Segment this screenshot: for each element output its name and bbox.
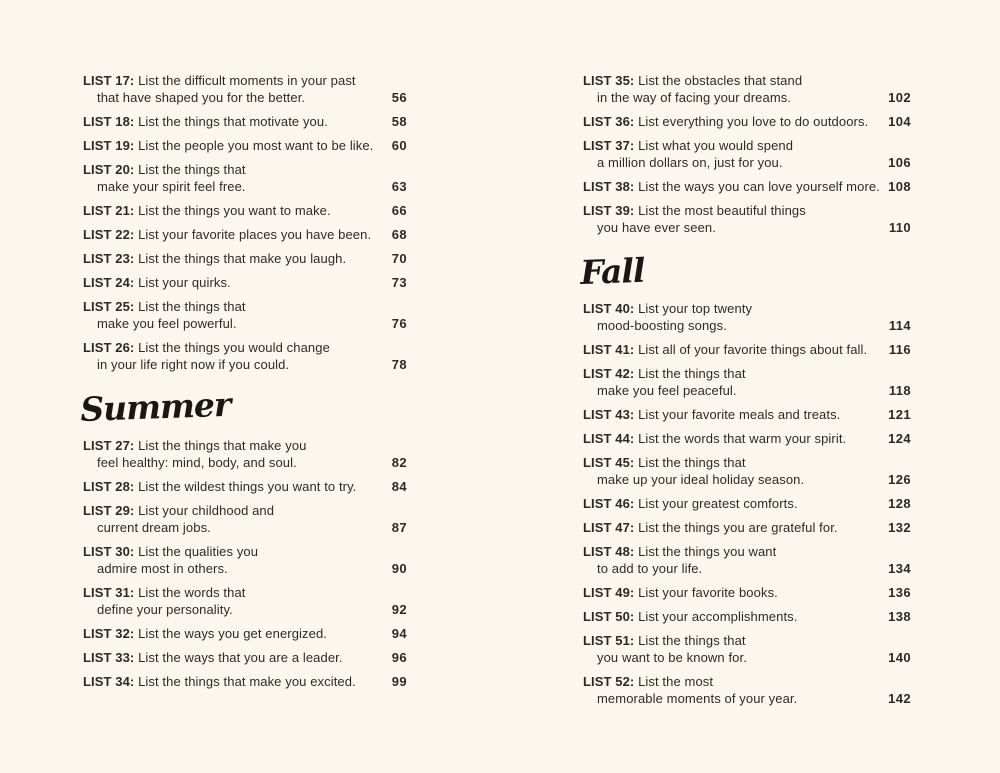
entry-title-text: List your favorite places you have been. (138, 227, 372, 242)
entry-line: define your personality. (97, 602, 233, 617)
entry-line (83, 584, 384, 601)
entry-title-text: List your childhood and (138, 503, 275, 518)
list-number-label: LIST 40: (583, 301, 635, 316)
toc-entry (583, 495, 911, 512)
entry-text (583, 430, 880, 447)
entry-line: admire most in others. (97, 561, 228, 576)
entry-line (583, 673, 880, 690)
toc-entry (583, 365, 911, 399)
list-number-label: LIST 50: (583, 609, 635, 624)
entry-line (83, 673, 384, 690)
toc-entry (583, 113, 911, 130)
entry-title-text: List the most beautiful things (638, 203, 806, 218)
page-number: 78 (391, 357, 407, 372)
entry-title-text: List the things that (138, 162, 246, 177)
entry-text (583, 113, 880, 130)
entry-text (83, 502, 384, 536)
entry-title-text: List the ways you can love yourself more. (638, 179, 880, 194)
entry-line (83, 72, 384, 89)
entry-title-text: List the things that make you excited. (138, 674, 356, 689)
list-number-label: LIST 46: (583, 496, 635, 511)
entry-title-text: List the ways that you are a leader. (138, 650, 343, 665)
toc-entry (583, 673, 911, 707)
entry-line (583, 584, 880, 601)
entry-line: you have ever seen. (597, 220, 716, 235)
list-number-label: LIST 35: (583, 73, 635, 88)
page-number: 132 (888, 520, 911, 535)
toc-entry (83, 250, 407, 267)
page-number: 76 (391, 316, 407, 331)
page-number: 63 (391, 179, 407, 194)
entry-text (83, 437, 384, 471)
page-number: 110 (888, 220, 911, 235)
entry-line (83, 649, 384, 666)
entry-title-text: List the things that (638, 455, 746, 470)
entry-text (583, 673, 880, 707)
toc-entry (83, 137, 407, 154)
page-number: 140 (888, 650, 911, 665)
entry-line: in the way of facing your dreams. (597, 90, 792, 105)
page-number: 134 (888, 561, 911, 576)
list-number-label: LIST 20: (83, 162, 135, 177)
list-number-label: LIST 23: (83, 251, 135, 266)
entry-line (583, 543, 880, 560)
entry-title-text: List your quirks. (138, 275, 231, 290)
list-number-label: LIST 18: (83, 114, 135, 129)
entry-text (583, 365, 881, 399)
entry-title-text: List your favorite books. (638, 585, 778, 600)
entry-text (83, 202, 384, 219)
page-number: 142 (888, 691, 911, 706)
list-number-label: LIST 34: (83, 674, 135, 689)
toc-entry (83, 202, 407, 219)
entry-line: make you feel peaceful. (597, 383, 737, 398)
toc-entry (83, 113, 407, 130)
page-number: 108 (888, 179, 911, 194)
page-number: 106 (888, 155, 911, 170)
page-number: 58 (391, 114, 407, 129)
entry-title-text: List your top twenty (638, 301, 753, 316)
toc-entry (83, 298, 407, 332)
entry-line (83, 250, 384, 267)
entry-text (583, 584, 880, 601)
entry-text (83, 298, 384, 332)
toc-entry (83, 543, 407, 577)
toc-entry (583, 632, 911, 666)
entry-text (583, 341, 881, 358)
entry-line (83, 202, 384, 219)
entry-title-text: List the things that make you (138, 438, 307, 453)
entry-text (83, 673, 384, 690)
entry-title-text: List the ways you get energized. (138, 626, 328, 641)
list-number-label: LIST 51: (583, 633, 635, 648)
entry-line: make up your ideal holiday season. (597, 472, 805, 487)
list-number-label: LIST 39: (583, 203, 635, 218)
entry-line (83, 625, 384, 642)
entry-title-text: List the things that (638, 366, 746, 381)
toc-entry (583, 178, 911, 195)
toc-entry (583, 543, 911, 577)
list-number-label: LIST 38: (583, 179, 635, 194)
toc-entry (83, 673, 407, 690)
page-number: 56 (391, 90, 407, 105)
entry-title-text: List the words that warm your spirit. (638, 431, 847, 446)
toc-entry (583, 137, 911, 171)
entry-line (83, 298, 384, 315)
list-number-label: LIST 30: (83, 544, 135, 559)
entry-title-text: List your accomplishments. (638, 609, 798, 624)
toc-column-right (579, 72, 911, 714)
toc-entry (83, 584, 407, 618)
list-number-label: LIST 48: (583, 544, 635, 559)
toc-entry (583, 608, 911, 625)
entry-line: to add to your life. (597, 561, 703, 576)
entry-title-text: List everything you love to do outdoors. (638, 114, 869, 129)
entry-line (83, 274, 384, 291)
toc-entry (83, 339, 407, 373)
entry-line (83, 478, 384, 495)
entry-line (583, 341, 881, 358)
entry-title-text: List the things that motivate you. (138, 114, 328, 129)
toc-entry (583, 519, 911, 536)
page-number: 68 (391, 227, 407, 242)
entry-title-text: List the things you would change (138, 340, 330, 355)
list-number-label: LIST 32: (83, 626, 135, 641)
entry-title-text: List the things you want (638, 544, 777, 559)
list-number-label: LIST 37: (583, 138, 635, 153)
entry-line (583, 113, 880, 130)
page-number: 114 (888, 318, 911, 333)
entry-line (83, 339, 384, 356)
entry-line (83, 161, 384, 178)
entry-text (583, 72, 880, 106)
page-number: 70 (391, 251, 407, 266)
entry-line: in your life right now if you could. (97, 357, 290, 372)
entry-line (583, 519, 880, 536)
entry-title-text: List what you would spend (638, 138, 794, 153)
list-number-label: LIST 45: (583, 455, 635, 470)
toc-entry (583, 430, 911, 447)
entry-title-text: List your greatest comforts. (638, 496, 798, 511)
toc-entry (83, 649, 407, 666)
list-number-label: LIST 17: (83, 73, 135, 88)
entry-title-text: List all of your favorite things about fall. (638, 342, 868, 357)
toc-entry (83, 502, 407, 536)
entry-text (83, 250, 384, 267)
page-number: 94 (391, 626, 407, 641)
entry-title-text: List the obstacles that stand (638, 73, 803, 88)
toc-entry (83, 226, 407, 243)
toc-entry (583, 202, 911, 236)
toc-entry (583, 454, 911, 488)
entry-title-text: List the people you most want to be like. (138, 138, 374, 153)
page-number: 73 (391, 275, 407, 290)
page-number: 138 (888, 609, 911, 624)
list-number-label: LIST 44: (583, 431, 635, 446)
entry-title-text: List the most (638, 674, 714, 689)
list-number-label: LIST 25: (83, 299, 135, 314)
entry-text (83, 72, 384, 106)
list-number-label: LIST 22: (83, 227, 135, 242)
entry-text (583, 300, 881, 334)
page-number: 102 (888, 90, 911, 105)
list-number-label: LIST 24: (83, 275, 135, 290)
page-number: 104 (888, 114, 911, 129)
entry-text (583, 495, 880, 512)
page-number: 116 (888, 342, 911, 357)
entry-text (583, 178, 880, 195)
toc-entry (83, 274, 407, 291)
list-number-label: LIST 27: (83, 438, 135, 453)
page-number: 92 (391, 602, 407, 617)
entry-text (83, 625, 384, 642)
entry-line: mood-boosting songs. (597, 318, 727, 333)
entry-line (583, 632, 880, 649)
entry-line: make your spirit feel free. (97, 179, 246, 194)
toc-column-left (79, 72, 407, 697)
page-number: 82 (391, 455, 407, 470)
toc-entry (583, 72, 911, 106)
entry-line: you want to be known for. (597, 650, 747, 665)
entry-line (583, 406, 880, 423)
entry-text (83, 274, 384, 291)
list-number-label: LIST 41: (583, 342, 635, 357)
page-number: 128 (888, 496, 911, 511)
entry-line: feel healthy: mind, body, and soul. (97, 455, 297, 470)
entry-title-text: List the things that (638, 633, 746, 648)
entry-text (583, 632, 880, 666)
entry-line (83, 502, 384, 519)
toc-entry (583, 406, 911, 423)
page-number: 96 (391, 650, 407, 665)
entry-title-text: List the things you are grateful for. (638, 520, 838, 535)
entry-line (583, 137, 880, 154)
list-number-label: LIST 42: (583, 366, 635, 381)
entry-title-text: List the wildest things you want to try. (138, 479, 357, 494)
entry-line (83, 226, 384, 243)
list-number-label: LIST 33: (83, 650, 135, 665)
entry-text (583, 543, 880, 577)
entry-text (83, 113, 384, 130)
entry-line (83, 113, 384, 130)
entry-line (583, 365, 881, 382)
entry-title-text: List the things that (138, 299, 246, 314)
season-heading: Fall (579, 250, 646, 292)
entry-line: current dream jobs. (97, 520, 211, 535)
entry-line (583, 430, 880, 447)
entry-line (583, 608, 880, 625)
entry-text (583, 608, 880, 625)
list-number-label: LIST 49: (583, 585, 635, 600)
entry-line: make you feel powerful. (97, 316, 237, 331)
toc-entry (583, 584, 911, 601)
entry-line (583, 495, 880, 512)
page-number: 87 (391, 520, 407, 535)
entry-line (583, 72, 880, 89)
list-number-label: LIST 28: (83, 479, 135, 494)
entry-text (583, 202, 881, 236)
page-number: 66 (391, 203, 407, 218)
entry-text (83, 543, 384, 577)
page-number: 60 (391, 138, 407, 153)
entry-title-text: List the difficult moments in your past (138, 73, 356, 88)
season-heading: Summer (79, 384, 231, 429)
entry-text (83, 161, 384, 195)
entry-line (583, 454, 880, 471)
entry-text (583, 454, 880, 488)
page-number: 99 (391, 674, 407, 689)
toc-entry (83, 478, 407, 495)
list-number-label: LIST 36: (583, 114, 635, 129)
entry-line (583, 178, 880, 195)
toc-entry (83, 72, 407, 106)
entry-line (83, 137, 384, 154)
list-number-label: LIST 21: (83, 203, 135, 218)
entry-text (583, 137, 880, 171)
entry-title-text: List the qualities you (138, 544, 259, 559)
entry-text (583, 406, 880, 423)
page-number: 126 (888, 472, 911, 487)
entry-text (83, 649, 384, 666)
page-number: 121 (888, 407, 911, 422)
entry-text (83, 478, 384, 495)
list-number-label: LIST 31: (83, 585, 135, 600)
list-number-label: LIST 47: (583, 520, 635, 535)
entry-title-text: List the words that (138, 585, 246, 600)
list-number-label: LIST 19: (83, 138, 135, 153)
entry-line (583, 202, 881, 219)
entry-line (83, 543, 384, 560)
entry-text (83, 584, 384, 618)
page-number: 90 (391, 561, 407, 576)
toc-entry (583, 300, 911, 334)
list-number-label: LIST 43: (583, 407, 635, 422)
toc-entry (583, 341, 911, 358)
entry-line (83, 437, 384, 454)
list-number-label: LIST 26: (83, 340, 135, 355)
entry-text (83, 226, 384, 243)
entry-title-text: List your favorite meals and treats. (638, 407, 841, 422)
toc-entry (83, 437, 407, 471)
entry-line: memorable moments of your year. (597, 691, 798, 706)
entry-text (583, 519, 880, 536)
list-number-label: LIST 52: (583, 674, 635, 689)
entry-line: a million dollars on, just for you. (597, 155, 783, 170)
page-number: 84 (391, 479, 407, 494)
toc-entry (83, 161, 407, 195)
page-number: 136 (888, 585, 911, 600)
entry-text (83, 137, 384, 154)
entry-title-text: List the things that make you laugh. (138, 251, 347, 266)
entry-line (583, 300, 881, 317)
page-number: 124 (888, 431, 911, 446)
entry-text (83, 339, 384, 373)
toc-entry (83, 625, 407, 642)
entry-title-text: List the things you want to make. (138, 203, 331, 218)
list-number-label: LIST 29: (83, 503, 135, 518)
entry-line: that have shaped you for the better. (97, 90, 306, 105)
page-number: 118 (888, 383, 911, 398)
